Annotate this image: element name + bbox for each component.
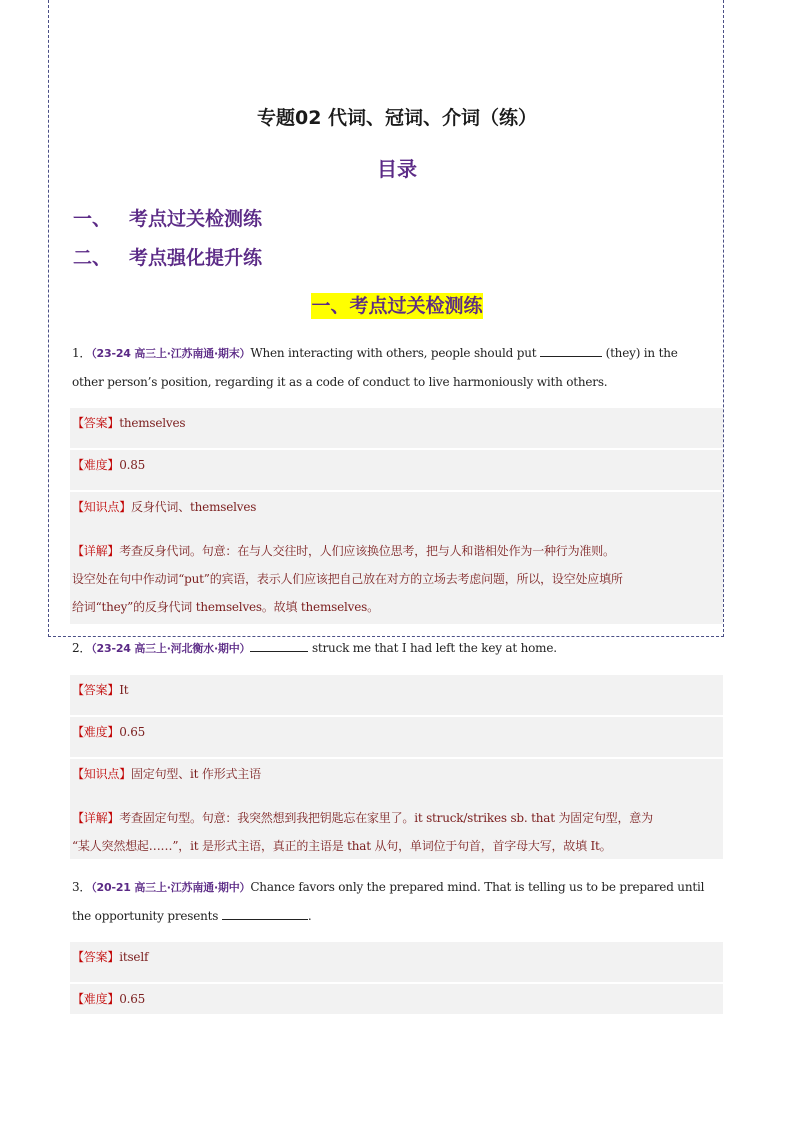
question-1 xyxy=(72,339,723,396)
question-source: （23-24 高三上·河北衡水·期中） xyxy=(91,642,251,655)
question-number: 3． xyxy=(72,880,92,894)
answer-blank xyxy=(250,639,308,652)
question-text: (they) in the xyxy=(601,346,678,360)
difficulty-tag: 【难度】 xyxy=(72,992,120,1006)
section-heading-text: 一、考点过关检测练 xyxy=(311,295,483,317)
question-number: 2． xyxy=(72,641,92,655)
detail-tag: 【详解】 xyxy=(72,544,120,558)
toc-item-2[interactable] xyxy=(73,243,262,270)
question-2 xyxy=(72,634,723,663)
difficulty-row xyxy=(70,717,723,757)
detail-row xyxy=(70,532,723,624)
answer-tag: 【答案】 xyxy=(72,683,120,697)
toc-item-1[interactable] xyxy=(73,204,262,231)
question-source: （20-21 高三上·江苏南通·期中） xyxy=(91,881,251,894)
toc-item-number: 二、 xyxy=(73,247,112,269)
knowledge-value: 反身代词、themselves xyxy=(131,500,257,514)
answer-row xyxy=(70,675,723,715)
difficulty-tag: 【难度】 xyxy=(72,458,120,472)
difficulty-tag: 【难度】 xyxy=(72,725,120,739)
question-text: struck me that I had left the key at home. xyxy=(308,641,557,655)
question-text: . xyxy=(307,909,312,923)
detail-text: “某人突然想起……”，it 是形式主语，真正的主语是 that 从句，单词位于句首，首字母大写，故填 It。 xyxy=(72,839,612,853)
detail-row xyxy=(70,799,723,859)
section-heading xyxy=(0,291,794,318)
difficulty-row xyxy=(70,450,723,490)
detail-text: 给词“they”的反身代词 themselves。故填 themselves。 xyxy=(72,600,379,614)
knowledge-tag: 【知识点】 xyxy=(72,767,132,781)
difficulty-value: 0.65 xyxy=(119,992,146,1006)
answer-row xyxy=(70,408,723,448)
answer-blank xyxy=(222,907,308,920)
toc-item-label: 考点强化提升练 xyxy=(129,247,263,269)
toc-item-label: 考点过关检测练 xyxy=(129,208,263,230)
answer-tag: 【答案】 xyxy=(72,950,120,964)
detail-text: 考查固定句型。句意：我突然想到我把钥匙忘在家里了。it struck/strikes sb. that 为固定句型，意为 xyxy=(119,811,653,825)
knowledge-row xyxy=(70,759,723,799)
difficulty-value: 0.65 xyxy=(119,725,146,739)
difficulty-value: 0.85 xyxy=(119,458,146,472)
knowledge-value: 固定句型、it 作形式主语 xyxy=(131,767,261,781)
question-text: Chance favors only the prepared mind. That is telling us to be prepared until xyxy=(250,880,705,894)
knowledge-row xyxy=(70,492,723,532)
answer-row xyxy=(70,942,723,982)
question-text: When interacting with others, people should put xyxy=(250,346,540,360)
knowledge-tag: 【知识点】 xyxy=(72,500,132,514)
answer-value: themselves xyxy=(119,416,186,430)
detail-text: 考查反身代词。句意：在与人交往时，人们应该换位思考，把与人和谐相处作为一种行为准则。 xyxy=(119,544,615,558)
toc-item-number: 一、 xyxy=(73,208,112,230)
toc-title: 目录 xyxy=(377,157,417,181)
difficulty-row xyxy=(70,984,723,1014)
question-text: other person’s position, regarding it as a code of conduct to live harmoniously with others. xyxy=(72,375,608,389)
question-3 xyxy=(72,873,723,930)
page-title: 专题02 代词、冠词、介词（练） xyxy=(256,107,538,129)
answer-tag: 【答案】 xyxy=(72,416,120,430)
answer-value: itself xyxy=(119,950,149,964)
detail-text: 设空处在句中作动词“put”的宾语，表示人们应该把自己放在对方的立场去考虑问题，所以，设空处应填所 xyxy=(72,572,623,586)
question-text: the opportunity presents xyxy=(72,909,222,923)
question-number: 1． xyxy=(72,346,92,360)
answer-value: It xyxy=(119,683,129,697)
question-source: （23-24 高三上·江苏南通·期末） xyxy=(91,347,251,360)
detail-tag: 【详解】 xyxy=(72,811,120,825)
answer-blank xyxy=(540,344,602,357)
